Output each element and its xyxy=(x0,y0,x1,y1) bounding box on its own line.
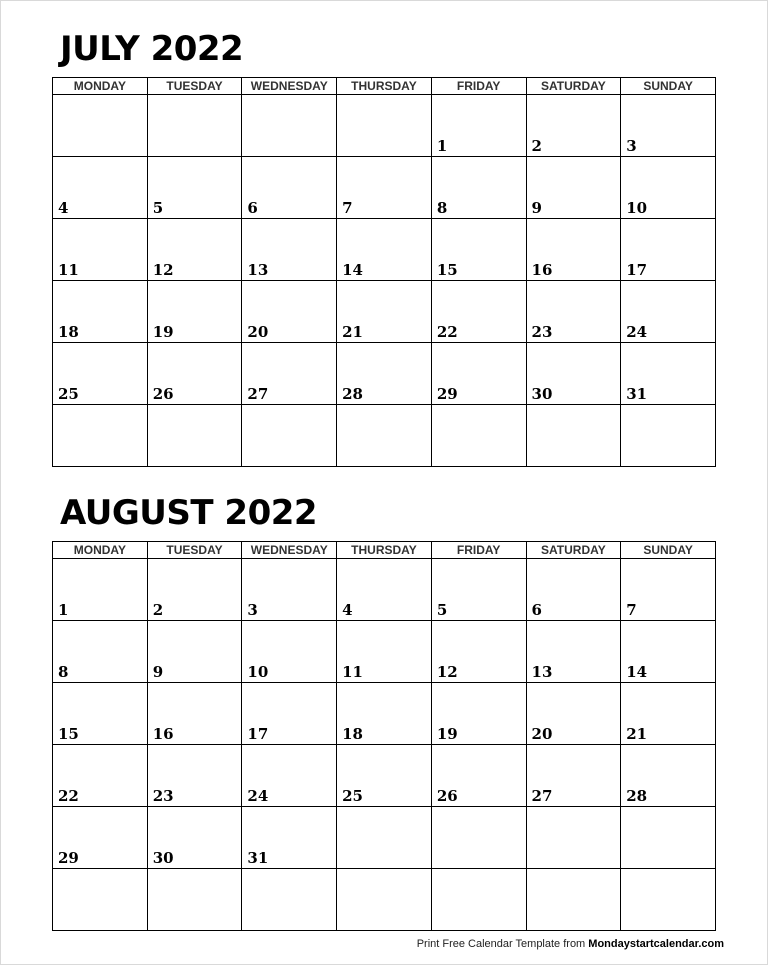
weekday-header-saturday: SATURDAY xyxy=(526,542,621,559)
day-cell[interactable] xyxy=(242,281,337,343)
day-cell[interactable] xyxy=(53,157,148,219)
day-cell[interactable] xyxy=(147,95,242,157)
day-number: 30 xyxy=(531,385,553,403)
day-number: 31 xyxy=(247,849,269,867)
day-cell[interactable] xyxy=(526,621,621,683)
day-cell[interactable] xyxy=(621,869,716,931)
day-number: 26 xyxy=(436,787,458,805)
day-cell[interactable] xyxy=(242,869,337,931)
day-cell[interactable] xyxy=(337,219,432,281)
weekday-header-friday: FRIDAY xyxy=(431,78,526,95)
day-cell[interactable] xyxy=(337,559,432,621)
day-number: 13 xyxy=(247,261,269,279)
day-number: 25 xyxy=(342,787,363,805)
day-cell[interactable] xyxy=(526,343,621,405)
day-cell[interactable] xyxy=(621,405,716,467)
day-number: 6 xyxy=(247,199,258,217)
day-cell[interactable] xyxy=(242,683,337,745)
day-number: 24 xyxy=(626,323,648,341)
day-number: 20 xyxy=(247,323,269,341)
day-cell[interactable] xyxy=(53,559,148,621)
day-cell[interactable] xyxy=(242,157,337,219)
day-cell[interactable] xyxy=(53,219,148,281)
week-row xyxy=(53,621,716,683)
day-cell[interactable] xyxy=(431,869,526,931)
day-number: 2 xyxy=(152,601,164,619)
day-number: 7 xyxy=(342,199,353,217)
day-cell[interactable] xyxy=(147,405,242,467)
day-cell[interactable] xyxy=(147,621,242,683)
day-cell[interactable] xyxy=(147,869,242,931)
day-cell[interactable] xyxy=(621,559,716,621)
day-cell[interactable] xyxy=(53,343,148,405)
day-cell[interactable] xyxy=(53,683,148,745)
weekday-header-monday: MONDAY xyxy=(53,542,148,559)
day-cell[interactable] xyxy=(242,745,337,807)
day-cell[interactable] xyxy=(53,745,148,807)
day-number: 4 xyxy=(342,601,353,619)
week-row xyxy=(53,559,716,621)
day-number: 22 xyxy=(58,787,79,805)
day-number: 18 xyxy=(342,725,363,743)
day-number: 5 xyxy=(436,601,448,619)
day-cell[interactable] xyxy=(242,219,337,281)
day-number: 2 xyxy=(531,137,542,155)
day-number: 21 xyxy=(626,725,648,743)
day-cell[interactable] xyxy=(431,559,526,621)
day-number: 26 xyxy=(152,385,174,403)
day-cell[interactable] xyxy=(621,621,716,683)
week-row xyxy=(53,157,716,219)
day-number: 13 xyxy=(531,663,553,681)
weekday-header-row xyxy=(53,542,716,559)
day-cell[interactable] xyxy=(431,745,526,807)
week-row xyxy=(53,869,716,931)
day-number: 15 xyxy=(58,725,79,743)
day-cell[interactable] xyxy=(242,95,337,157)
day-number: 14 xyxy=(626,663,648,681)
day-cell[interactable] xyxy=(621,683,716,745)
week-row xyxy=(53,343,716,405)
day-cell[interactable] xyxy=(431,807,526,869)
day-cell[interactable] xyxy=(526,807,621,869)
day-cell[interactable] xyxy=(431,405,526,467)
day-number: 5 xyxy=(152,199,164,217)
day-cell[interactable] xyxy=(147,343,242,405)
footer-text: Print Free Calendar Template from xyxy=(416,938,589,950)
day-cell[interactable] xyxy=(621,95,716,157)
day-cell[interactable] xyxy=(147,219,242,281)
day-number: 16 xyxy=(152,725,174,743)
weekday-header-tuesday: TUESDAY xyxy=(147,78,242,95)
day-number: 23 xyxy=(531,323,553,341)
day-number: 11 xyxy=(58,261,79,279)
day-cell[interactable] xyxy=(337,95,432,157)
day-number: 16 xyxy=(531,261,553,279)
day-cell[interactable] xyxy=(526,219,621,281)
day-number: 15 xyxy=(436,261,458,279)
week-row xyxy=(53,745,716,807)
weekday-header-saturday: SATURDAY xyxy=(526,78,621,95)
day-cell[interactable] xyxy=(242,559,337,621)
day-cell[interactable] xyxy=(53,869,148,931)
day-number: 3 xyxy=(626,137,637,155)
day-number: 29 xyxy=(58,849,79,867)
day-cell[interactable] xyxy=(526,683,621,745)
day-number: 31 xyxy=(626,385,648,403)
day-number: 7 xyxy=(626,601,637,619)
day-cell[interactable] xyxy=(53,95,148,157)
weekday-header-tuesday: TUESDAY xyxy=(147,542,242,559)
day-number: 9 xyxy=(531,199,542,217)
day-cell[interactable] xyxy=(147,281,242,343)
day-cell[interactable] xyxy=(242,807,337,869)
week-row xyxy=(53,219,716,281)
day-cell[interactable] xyxy=(147,157,242,219)
day-cell[interactable] xyxy=(337,157,432,219)
day-cell[interactable] xyxy=(337,343,432,405)
day-cell[interactable] xyxy=(242,621,337,683)
day-number: 6 xyxy=(531,601,542,619)
week-row xyxy=(53,683,716,745)
month-title-august: AUGUST 2022 xyxy=(60,493,318,533)
day-cell[interactable] xyxy=(621,745,716,807)
day-cell[interactable] xyxy=(53,807,148,869)
day-cell[interactable] xyxy=(53,281,148,343)
day-cell[interactable] xyxy=(431,281,526,343)
day-number: 10 xyxy=(626,199,648,217)
day-cell[interactable] xyxy=(337,281,432,343)
day-cell[interactable] xyxy=(621,157,716,219)
day-cell[interactable] xyxy=(337,405,432,467)
day-number: 18 xyxy=(58,323,79,341)
day-number: 4 xyxy=(58,199,69,217)
day-cell[interactable] xyxy=(621,281,716,343)
day-cell[interactable] xyxy=(621,343,716,405)
day-cell[interactable] xyxy=(53,405,148,467)
weekday-header-thursday: THURSDAY xyxy=(337,542,432,559)
day-number: 10 xyxy=(247,663,269,681)
day-cell[interactable] xyxy=(147,807,242,869)
day-number: 9 xyxy=(152,663,164,681)
day-cell[interactable] xyxy=(147,559,242,621)
day-cell[interactable] xyxy=(526,405,621,467)
day-cell[interactable] xyxy=(621,219,716,281)
day-number: 20 xyxy=(531,725,553,743)
day-cell[interactable] xyxy=(242,405,337,467)
weekday-header-wednesday: WEDNESDAY xyxy=(242,542,337,559)
day-cell[interactable] xyxy=(337,683,432,745)
footer-site-link[interactable]: Mondaystartcalendar.com xyxy=(588,938,724,950)
day-cell[interactable] xyxy=(431,683,526,745)
day-number: 27 xyxy=(247,385,269,403)
day-number: 8 xyxy=(436,199,448,217)
month-title-july: JULY 2022 xyxy=(60,29,244,69)
weekday-header-sunday: SUNDAY xyxy=(621,542,716,559)
weekday-header-friday: FRIDAY xyxy=(431,542,526,559)
day-number: 12 xyxy=(436,663,458,681)
day-cell[interactable] xyxy=(147,745,242,807)
day-cell[interactable] xyxy=(242,343,337,405)
day-number: 23 xyxy=(152,787,174,805)
footer-credit xyxy=(417,938,724,950)
day-number: 22 xyxy=(436,323,458,341)
calendar-body xyxy=(53,95,716,467)
day-number: 25 xyxy=(58,385,79,403)
day-number: 19 xyxy=(152,323,174,341)
day-cell[interactable] xyxy=(526,869,621,931)
calendar-july xyxy=(52,77,716,467)
weekday-header-monday: MONDAY xyxy=(53,78,148,95)
weekday-header-thursday: THURSDAY xyxy=(337,78,432,95)
day-cell[interactable] xyxy=(431,219,526,281)
day-cell[interactable] xyxy=(526,745,621,807)
day-number: 21 xyxy=(342,323,363,341)
weekday-header-sunday: SUNDAY xyxy=(621,78,716,95)
week-row xyxy=(53,281,716,343)
day-number: 17 xyxy=(247,725,269,743)
week-row xyxy=(53,405,716,467)
day-cell[interactable] xyxy=(526,281,621,343)
week-row xyxy=(53,807,716,869)
day-cell[interactable] xyxy=(337,745,432,807)
day-cell[interactable] xyxy=(431,157,526,219)
week-row xyxy=(53,95,716,157)
day-cell[interactable] xyxy=(526,559,621,621)
day-cell[interactable] xyxy=(431,621,526,683)
day-number: 12 xyxy=(152,261,174,279)
day-number: 8 xyxy=(58,663,69,681)
day-cell[interactable] xyxy=(337,621,432,683)
day-number: 30 xyxy=(152,849,174,867)
day-cell[interactable] xyxy=(526,157,621,219)
day-number: 1 xyxy=(436,137,448,155)
day-number: 11 xyxy=(342,663,363,681)
calendar-august xyxy=(52,541,716,931)
day-number: 17 xyxy=(626,261,648,279)
day-number: 27 xyxy=(531,787,553,805)
day-cell[interactable] xyxy=(147,683,242,745)
day-cell[interactable] xyxy=(526,95,621,157)
day-cell[interactable] xyxy=(337,807,432,869)
day-number: 28 xyxy=(626,787,648,805)
day-number: 19 xyxy=(436,725,458,743)
day-cell[interactable] xyxy=(431,95,526,157)
weekday-header-wednesday: WEDNESDAY xyxy=(242,78,337,95)
day-number: 24 xyxy=(247,787,269,805)
calendar-body xyxy=(53,559,716,931)
day-number: 14 xyxy=(342,261,363,279)
day-cell[interactable] xyxy=(431,343,526,405)
day-cell[interactable] xyxy=(621,807,716,869)
day-number: 29 xyxy=(436,385,458,403)
day-number: 3 xyxy=(247,601,258,619)
day-cell[interactable] xyxy=(337,869,432,931)
day-cell[interactable] xyxy=(53,621,148,683)
weekday-header-row xyxy=(53,78,716,95)
day-number: 1 xyxy=(58,601,69,619)
day-number: 28 xyxy=(342,385,363,403)
